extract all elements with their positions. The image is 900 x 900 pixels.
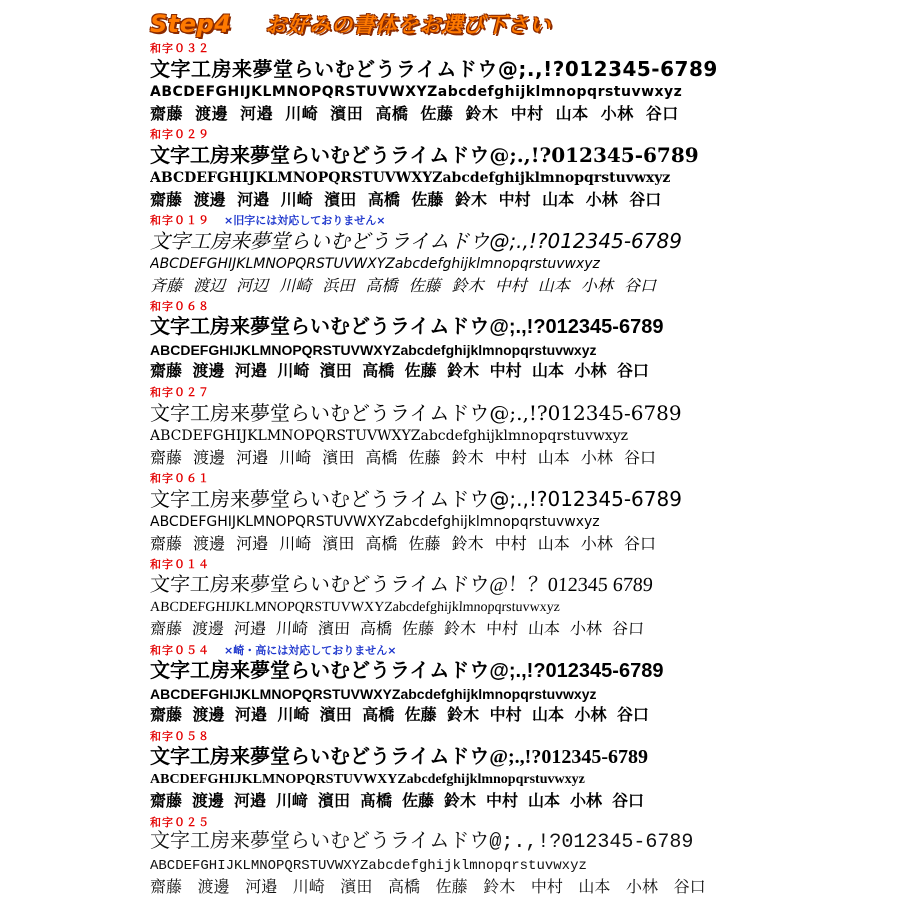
sample-kana-line: 文字工房来夢堂らいむどうライムドウ@;.,!?012345-6789 [150,660,664,682]
font-code: 和字０３２ [150,42,210,55]
sample-names-line: 齋藤 渡邊 河邉 川﨑 濱田 髙橋 佐藤 鈴木 中村 山本 小林 谷口 [150,793,645,810]
sample-names-line: 斉藤 渡辺 河辺 川崎 浜田 高橋 佐藤 鈴木 中村 山本 小林 谷口 [150,276,656,295]
font-code: 和字０１９ [150,214,210,227]
font-code: 和字０２５ [150,816,210,829]
sample-names-line: 齋藤 渡邊 河邉 川崎 濱田 高橋 佐藤 鈴木 中村 山本 小林 谷口 [150,879,706,897]
sample-names-line: 齋藤 渡邊 河邉 川崎 濱田 高橋 佐藤 鈴木 中村 山本 小林 谷口 [150,104,679,123]
font-sample-068[interactable] [150,300,760,384]
sample-kana-line: 文字工房来夢堂らいむどうライムドウ@;.,!?012345-6789 [150,143,699,167]
sample-alphabet-line: ABCDEFGHIJKLMNOPQRSTUVWXYZabcdefghijklmnopqrstuvwxyz [150,84,683,100]
font-sample-061[interactable] [150,472,760,556]
sample-alphabet-line: ABCDEFGHIJKLMNOPQRSTUVWXYZabcdefghijklmnopqrstuvwxyz [150,256,600,272]
font-code: 和字０５８ [150,730,210,743]
sample-alphabet-line: ABCDEFGHIJKLMNOPQRSTUVWXYZabcdefghijklmnopqrstuvwxyz [150,342,597,358]
font-sample-029[interactable] [150,128,760,212]
sample-kana-line: 文字工房来夢堂らいむどうライムドウ@;.,!?012345-6789 [150,746,648,768]
sample-alphabet-line: ABCDEFGHIJKLMNOPQRSTUVWXYZabcdefghijklmnopqrstuvwxyz [149,600,561,615]
sample-alphabet-line: ABCDEFGHIJKLMNOPQRSTUVWXYZabcdefghijklmnopqrstuvwxyz [150,858,587,874]
font-sample-032[interactable] [150,42,760,126]
sample-alphabet-line: ABCDEFGHIJKLMNOPQRSTUVWXYZabcdefghijklmnopqrstuvwxyz [150,514,600,530]
font-code: 和字０５４ [150,644,210,657]
sample-kana-line: 文字工房来夢堂らいむどうライムドウ@;.,!?012345-6789 [150,401,682,425]
sample-alphabet-line: ABCDEFGHIJKLMNOPQRSTUVWXYZabcdefghijklmnopqrstuvwxyz [150,772,585,787]
sample-alphabet-line: ABCDEFGHIJKLMNOPQRSTUVWXYZabcdefghijklmnopqrstuvwxyz [150,428,629,444]
sample-names-line: 齋藤 渡邊 河邉 川崎 濱田 高橋 佐藤 鈴木 中村 山本 小林 谷口 [150,534,656,553]
sample-kana-line: 文字工房来夢堂らいむどうライムドウ@;.,!?012345-6789 [150,487,682,511]
sample-names-line: 齋藤 渡邊 河邉 川崎 濱田 高橋 佐藤 鈴木 中村 山本 小林 谷口 [150,448,656,467]
font-note: ×旧字には対応しておりません× [224,214,386,227]
sample-kana-line: 文字工房来夢堂らいむどうライムドウ@;.,!?012345-6789 [150,229,682,253]
page-title: お好みの書体をお選び下さい [265,13,552,37]
font-code: 和字０１４ [150,558,210,571]
font-note: ×崎・高には対応しておりません× [224,644,397,657]
font-sample-054[interactable] [150,644,760,728]
font-code: 和字０６１ [150,472,210,485]
font-sample-019[interactable] [150,214,760,298]
step-label: Step4 [150,10,232,38]
sample-kana-line: 文字工房来夢堂らいむどうライムドウ@！？012345 6789 [149,574,654,596]
page-header [150,6,551,42]
font-sample-058[interactable] [150,730,760,814]
sample-alphabet-line: ABCDEFGHIJKLMNOPQRSTUVWXYZabcdefghijklmnopqrstuvwxyz [150,170,671,186]
sample-alphabet-line: ABCDEFGHIJKLMNOPQRSTUVWXYZabcdefghijklmnopqrstuvwxyz [150,686,597,702]
sample-kana-line: 文字工房来夢堂らいむどうライムドウ@;.,!?012345-6789 [150,316,664,338]
sample-names-line: 齋藤 渡邊 河邉 川崎 濱田 高橋 佐藤 鈴木 中村 山本 小林 谷口 [150,707,649,724]
font-code: 和字０２７ [150,386,210,399]
sample-names-line: 齋藤 渡邊 河邉 川崎 濱田 高橋 佐藤 鈴木 中村 山本 小林 谷口 [149,621,645,638]
sample-names-line: 齋藤 渡邊 河邉 川崎 濱田 高橋 佐藤 鈴木 中村 山本 小林 谷口 [150,363,649,380]
sample-kana-line: 文字工房来夢堂らいむどうライムドウ@;.,!?012345-6789 [150,57,718,81]
sample-names-line: 齋藤 渡邊 河邉 川崎 濱田 高橋 佐藤 鈴木 中村 山本 小林 谷口 [150,190,662,209]
font-sample-027[interactable] [150,386,760,470]
sample-kana-line: 文字工房来夢堂らいむどうライムドウ@;.,!?012345-6789 [150,831,694,854]
font-sample-014[interactable] [150,558,760,642]
font-sample-025[interactable] [150,816,760,900]
font-code: 和字０２９ [150,128,210,141]
font-code: 和字０６８ [150,300,210,313]
